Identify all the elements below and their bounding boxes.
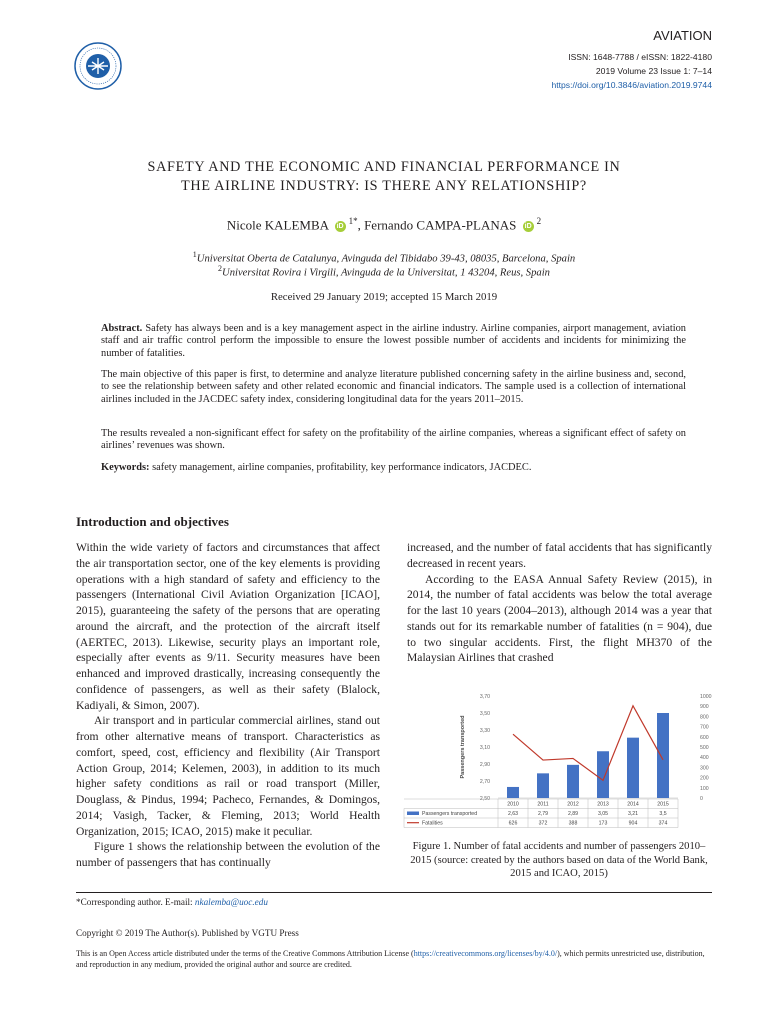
table-cell: 2,79 xyxy=(537,811,549,817)
y-axis-label: Passengers transported xyxy=(460,715,466,779)
y-tick-label-right: 100 xyxy=(700,785,709,792)
legend-label-passengers: Passengers transported xyxy=(422,811,478,817)
x-tick-label: 2014 xyxy=(627,801,639,808)
table-cell: 2,63 xyxy=(507,811,519,817)
abstract-paragraph-3: The results revealed a non-significant effect for safety on the profitability of the airline companies, whereas a significant effect of safety on airlines’ revenues was shown. xyxy=(101,428,686,452)
legend-swatch-passengers xyxy=(407,812,419,816)
volume-issue: 2019 Volume 23 Issue 1: 7–14 xyxy=(595,66,712,76)
table-cell: 388 xyxy=(568,820,578,827)
abstract-paragraph-2: The main objective of this paper is first, to determine and analyze literature published concerning safety in the airline business and, second, to see the relationship between safety and other related economic and financial indicators. The sample used is a collection of international airlines included in the JACDEC safety index, considering longitudinal data for the years 2011–2015. xyxy=(101,369,686,405)
y-tick-label-right: 200 xyxy=(700,775,709,782)
x-tick-label: 2013 xyxy=(597,801,609,808)
orcid-icon[interactable]: iD xyxy=(524,223,532,231)
bar xyxy=(537,773,549,798)
figure-1-chart xyxy=(402,690,712,832)
table-cell: 904 xyxy=(628,820,638,827)
license-link[interactable]: https://creativecommons.org/licenses/by/4.0/ xyxy=(413,949,558,958)
y-tick-label-right: 500 xyxy=(700,745,709,751)
y-tick-label-left: 2,50 xyxy=(479,796,490,802)
right-column xyxy=(407,540,712,666)
license-text-pre: This is an Open Access article distributed under the terms of the Creative Commons Attribution License ( xyxy=(76,949,414,958)
affiliation-2-text: Universitat Rovira i Virgili, Avinguda de la Universitat, 1 43204, Reus, Spain xyxy=(222,267,550,279)
y-tick-label-left: 2,70 xyxy=(479,779,490,785)
affiliation-1-num: 1 xyxy=(192,250,197,259)
figure-caption: Figure 1. Number of fatal accidents and number of passengers 2010–2015 (source: created by the authors based on data of the World Bank, 2015 and ICAO, 2015) xyxy=(410,841,708,879)
journal-name: AVIATION xyxy=(653,28,712,43)
footnote-label: *Corresponding author. E-mail: xyxy=(76,897,195,907)
table-cell: 3,05 xyxy=(597,811,609,817)
affiliation-1-text: Universitat Oberta de Catalunya, Avinguda del Tibidabo 39-43, 08035, Barcelona, Spain xyxy=(196,253,576,265)
x-tick-label: 2010 xyxy=(507,801,519,808)
table-cell: 173 xyxy=(598,820,608,827)
affiliation-1 xyxy=(60,250,708,265)
table-cell: 374 xyxy=(658,820,668,827)
body-paragraph: increased, and the number of fatal accidents that has significantly decreased in recent years. xyxy=(407,541,712,570)
body-paragraph: Figure 1 shows the relationship between the evolution of the number of passengers that has continually xyxy=(76,840,380,869)
y-tick-label-right: 600 xyxy=(700,734,709,741)
table-cell: 372 xyxy=(538,820,548,827)
y-tick-label-left: 3,10 xyxy=(479,745,490,751)
title-line-1: SAFETY AND THE ECONOMIC AND FINANCIAL PERFORMANCE IN xyxy=(147,159,621,175)
body-paragraph: Air transport and in particular commercial airlines, stand out from other alternative means of transport. Characteristics as comfort, speed, cost, efficiency and flexibility (Air Transport Action Group, 2014; Kelemen, 2003), in addition to its much higher safety conditions as rail or road transport (Miller, Douglass, & Pindus, 1994; Pacheco, Fernandes, & Domingos, 2014; Vasigh, Tacker, & Fleming, 2013; World Health Organization, 2015; ICAO, 2015) make it peculiar. xyxy=(76,714,380,838)
y-tick-label-left: 3,30 xyxy=(479,728,490,734)
license-notice xyxy=(76,948,712,970)
y-tick-label-right: 700 xyxy=(700,724,709,731)
author-2-affil-mark: 2 xyxy=(536,216,542,226)
fatalities-line xyxy=(513,706,663,781)
y-tick-label-right: 400 xyxy=(700,755,709,762)
author-2-name: Fernando CAMPA-PLANAS xyxy=(364,217,517,233)
affiliation-2-num: 2 xyxy=(218,264,223,273)
section-heading: Introduction and objectives xyxy=(76,514,229,529)
author-email-link[interactable]: nkalemba@uoc.edu xyxy=(194,897,268,907)
y-tick-label-left: 2,90 xyxy=(479,762,490,768)
table-cell: 2,89 xyxy=(567,811,579,817)
x-tick-label: 2015 xyxy=(657,801,669,808)
received-dates: Received 29 January 2019; accepted 15 March 2019 xyxy=(270,291,498,303)
bar xyxy=(597,751,609,798)
abstract-paragraph-1 xyxy=(101,323,686,360)
y-tick-label-left: 3,50 xyxy=(479,711,490,717)
keywords xyxy=(101,462,686,474)
corresponding-author-note xyxy=(76,897,268,907)
keywords-text: safety management, airline companies, profitability, key performance indicators, JACDEC. xyxy=(149,462,532,473)
x-tick-label: 2012 xyxy=(567,801,579,808)
license-text-post: ), which permits unrestricted use, distribution, and reproduction in any medium, provided the original author and source are credited. xyxy=(76,949,705,969)
author-1-affil-mark: 1* xyxy=(348,216,358,226)
table-cell: 3,5 xyxy=(659,811,667,817)
footnote-divider xyxy=(76,892,712,893)
y-tick-label-right: 900 xyxy=(700,704,709,711)
title-line-2: THE AIRLINE INDUSTRY: IS THERE ANY RELATIONSHIP? xyxy=(181,178,587,194)
bar xyxy=(657,713,669,798)
bar xyxy=(567,765,579,798)
affiliation-2 xyxy=(60,264,708,279)
abstract-label: Abstract. xyxy=(101,323,143,334)
body-paragraph: According to the EASA Annual Safety Review (2015), in 2014, the number of fatal accidents was below the total average for the last 10 years (2004–2013), although 2014 was a year that stands out for its remarkable number of fatalities (n = 904), due to two singular accidents. First, the flight MH370 of the Malaysian Airlines that crashed xyxy=(407,572,712,665)
keywords-label: Keywords: xyxy=(101,462,150,473)
bar xyxy=(507,787,519,798)
abstract-text-1: Safety has always been and is a key management aspect in the airline industry. Airline companies, airport management, aviation staff and air traffic control perform the impossible to ensure the lowest possible number of accidents and incidents for minimizing the number of fatalities. xyxy=(101,323,686,359)
copyright-notice: Copyright © 2019 The Author(s). Published by VGTU Press xyxy=(76,928,299,938)
author-list xyxy=(60,216,708,233)
journal-logo xyxy=(74,42,122,90)
body-paragraph: Within the wide variety of factors and circumstances that affect the air transportation sector, one of the key elements is providing operations with a high standard of safety and efficiency to the passengers (International Civil Aviation Organization [ICAO], 2015), guaranteeing the safety of the persons that are operating around the aircraft, and the protection of the aircraft itself (AERTEC, 2013). Likewise, security plays an important role, especially after events as 9/11. Security measures have been enhanced and improved drastically, increasing consequently the confidence of passengers, as well as their safety (Blalock, Kadiyali, & Simon, 2007). xyxy=(76,541,380,712)
author-separator: , xyxy=(357,217,365,233)
bar xyxy=(627,738,639,798)
table-cell: 626 xyxy=(508,820,518,827)
y-tick-label-right: 300 xyxy=(700,765,709,772)
doi-link[interactable]: https://doi.org/10.3846/aviation.2019.9744 xyxy=(551,80,712,90)
paper-title xyxy=(60,158,708,196)
y-tick-label-right: 1000 xyxy=(700,694,712,700)
orcid-icon[interactable]: iD xyxy=(336,223,344,231)
y-tick-label-right: 0 xyxy=(700,796,703,802)
left-column xyxy=(76,540,380,871)
author-1-name: Nicole KALEMBA xyxy=(226,217,329,233)
issn: ISSN: 1648-7788 / eISSN: 1822-4180 xyxy=(568,52,712,62)
legend-label-fatalities: Fatalities xyxy=(422,820,443,827)
y-tick-label-right: 800 xyxy=(700,714,709,721)
y-tick-label-left: 3,70 xyxy=(479,694,490,700)
x-tick-label: 2011 xyxy=(537,801,549,808)
table-cell: 3,21 xyxy=(627,811,639,817)
